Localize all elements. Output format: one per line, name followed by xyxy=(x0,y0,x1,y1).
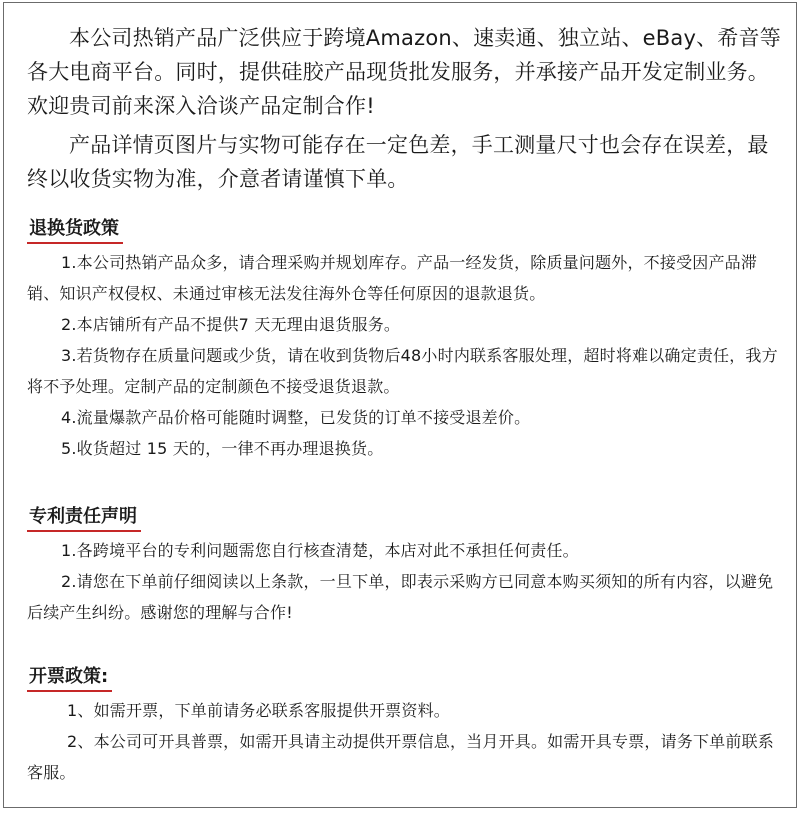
return-policy-item: 5.收货超过 15 天的，一律不再办理退换货。 xyxy=(61,439,384,458)
return-policy-title: 退换货政策 xyxy=(27,216,123,244)
return-policy-item: 4.流量爆款产品价格可能随时调整，已发货的订单不接受退差价。 xyxy=(61,408,531,427)
invoice-item: 1、如需开票，下单前请务必联系客服提供开票资料。 xyxy=(67,701,450,720)
return-policy-item: 3.若货物存在质量问题或少货，请在收到货物后48小时内联系客服处理，超时将难以确定责任，我方将不予处理。定制产品的定制颜色不接受退货退款。 xyxy=(27,346,778,396)
intro-paragraph-disclaimer: 产品详情页图片与实物可能存在一定色差，手工测量尺寸也会存在误差，最终以收货实物为准，介意者请谨慎下单。 xyxy=(27,133,769,191)
invoice-title: 开票政策: xyxy=(27,664,112,692)
intro-paragraph-company: 本公司热销产品广泛供应于跨境Amazon、速卖通、独立站、eBay、希音等各大电商平台。同时，提供硅胶产品现货批发服务，并承接产品开发定制业务。欢迎贵司前来深入洽谈产品定制合作! xyxy=(27,26,781,118)
intro-block xyxy=(27,21,782,201)
invoice-section xyxy=(27,664,782,788)
patent-title: 专利责任声明 xyxy=(27,504,141,532)
return-policy-item: 1.本公司热销产品众多，请合理采购并规划库存。产品一经发货，除质量问题外，不接受因产品滞销、知识产权侵权、未通过审核无法发往海外仓等任何原因的退款退货。 xyxy=(27,253,758,303)
return-policy-item: 2.本店铺所有产品不提供7 天无理由退货服务。 xyxy=(61,315,401,334)
return-policy-section xyxy=(27,216,782,464)
patent-item: 1.各跨境平台的专利问题需您自行核查清楚，本店对此不承担任何责任。 xyxy=(61,541,579,560)
patent-section xyxy=(27,504,782,628)
document-page xyxy=(3,2,797,808)
invoice-item: 2、本公司可开具普票，如需开具请主动提供开票信息，当月开具。如需开具专票，请务下单前联系客服。 xyxy=(27,732,774,782)
patent-item: 2.请您在下单前仔细阅读以上条款，一旦下单，即表示采购方已同意本购买须知的所有内容，以避免后续产生纠纷。感谢您的理解与合作! xyxy=(27,572,774,622)
